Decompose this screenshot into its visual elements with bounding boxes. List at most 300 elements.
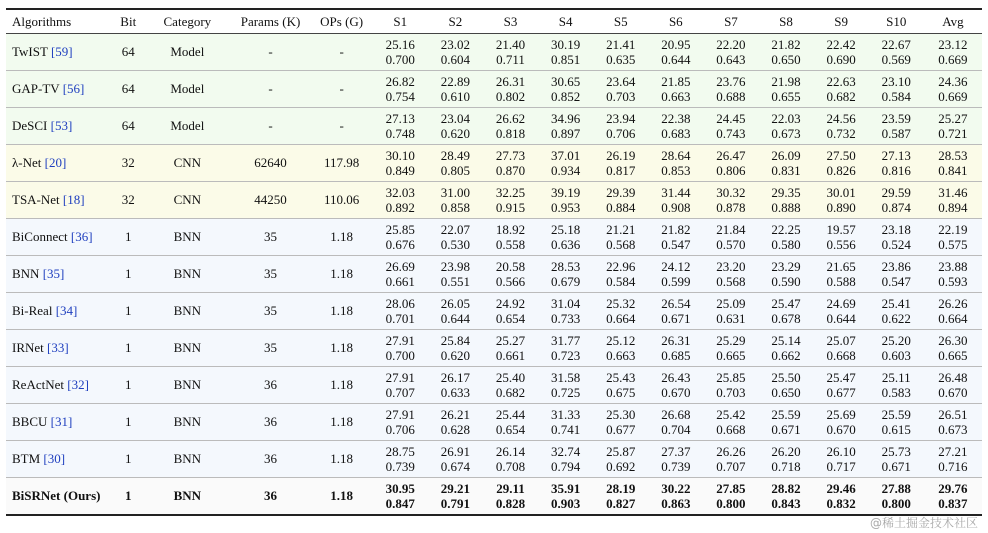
psnr-value: 31.58 [550,370,581,385]
header-cell: Algorithms [6,9,112,34]
algorithm-cell [6,219,112,256]
ssim-value: 0.716 [938,459,968,474]
category-cell: Model [144,71,230,108]
algorithm-name: BiConnect [12,229,68,244]
ssim-value: 0.644 [661,52,691,67]
psnr-value: 26.62 [495,111,526,126]
ssim-value: 0.707 [385,385,415,400]
algorithm-cell [6,478,112,516]
psnr-value: 31.77 [550,333,581,348]
bit-cell: 1 [112,478,144,516]
params-cell: - [230,71,310,108]
scene-cell [538,293,593,330]
psnr-value: 25.29 [716,333,746,348]
scene-cell [483,145,538,182]
ssim-value: 0.802 [495,89,526,104]
bit-cell: 64 [112,108,144,145]
psnr-value: 24.36 [938,74,968,89]
scene-cell [593,71,648,108]
bit-cell: 32 [112,182,144,219]
scene-cell [758,441,813,478]
scene-cell [483,108,538,145]
scene-cell [814,219,869,256]
psnr-value: 25.42 [716,407,746,422]
ssim-value: 0.587 [881,126,911,141]
psnr-value: 25.27 [495,333,526,348]
ssim-value: 0.851 [550,52,581,67]
avg-cell [924,71,982,108]
scene-cell [428,367,483,404]
ssim-value: 0.717 [826,459,856,474]
ssim-value: 0.663 [661,89,691,104]
ssim-value: 0.670 [826,422,856,437]
scene-cell [703,367,758,404]
table-row [6,145,982,182]
ssim-value: 0.934 [550,163,581,178]
ssim-value: 0.805 [440,163,470,178]
ssim-value: 0.884 [606,200,636,215]
bit-cell: 1 [112,441,144,478]
psnr-value: 22.25 [771,222,801,237]
ssim-value: 0.828 [495,496,526,511]
table-row [6,108,982,145]
scene-cell [869,145,924,182]
psnr-value: 29.76 [938,481,968,496]
scene-cell [428,404,483,441]
header-cell: S3 [483,9,538,34]
scene-cell [648,256,703,293]
ssim-value: 0.682 [826,89,856,104]
scene-cell [869,293,924,330]
ssim-value: 0.892 [385,200,415,215]
ssim-value: 0.706 [606,126,636,141]
psnr-value: 25.50 [771,370,801,385]
ssim-value: 0.569 [881,52,911,67]
scene-cell [814,404,869,441]
ssim-value: 0.673 [938,422,968,437]
params-cell: 35 [230,219,310,256]
scene-cell [758,256,813,293]
ssim-value: 0.733 [550,311,581,326]
psnr-value: 27.50 [826,148,856,163]
psnr-value: 39.19 [550,185,581,200]
psnr-value: 21.41 [606,37,636,52]
scene-cell [373,34,428,71]
psnr-value: 23.04 [440,111,470,126]
category-cell: BNN [144,256,230,293]
ssim-value: 0.580 [771,237,801,252]
ssim-value: 0.732 [826,126,856,141]
psnr-value: 23.88 [938,259,968,274]
psnr-value: 29.39 [606,185,636,200]
scene-cell [648,293,703,330]
citation-link[interactable]: [53] [50,118,73,133]
scene-cell [428,182,483,219]
ssim-value: 0.575 [938,237,968,252]
ssim-value: 0.847 [385,496,415,511]
psnr-value: 27.37 [661,444,691,459]
ssim-value: 0.654 [495,422,526,437]
scene-cell [373,108,428,145]
header-cell: S7 [703,9,758,34]
citation-link[interactable]: [34] [55,303,78,318]
header-cell: Bit [112,9,144,34]
scene-cell [703,404,758,441]
scene-cell [593,293,648,330]
scene-cell [593,404,648,441]
psnr-value: 30.01 [826,185,856,200]
psnr-value: 23.12 [938,37,968,52]
psnr-value: 23.29 [771,259,801,274]
ssim-value: 0.706 [385,422,415,437]
ssim-value: 0.655 [771,89,801,104]
table-row [6,367,982,404]
ssim-value: 0.858 [440,200,470,215]
psnr-value: 21.65 [826,259,856,274]
psnr-value: 22.67 [881,37,911,52]
psnr-value: 26.47 [716,148,746,163]
psnr-value: 23.20 [716,259,746,274]
ssim-value: 0.679 [550,274,581,289]
params-cell: 36 [230,441,310,478]
psnr-value: 32.74 [550,444,581,459]
algorithm-cell [6,34,112,71]
algorithm-cell [6,108,112,145]
citation-link[interactable]: [18] [62,192,85,207]
psnr-value: 26.82 [385,74,415,89]
scene-cell [758,330,813,367]
psnr-value: 21.40 [495,37,526,52]
ssim-value: 0.670 [938,385,968,400]
avg-cell [924,367,982,404]
algorithm-cell [6,182,112,219]
psnr-value: 21.82 [771,37,801,52]
psnr-value: 26.26 [938,296,968,311]
ssim-value: 0.677 [826,385,856,400]
psnr-value: 28.82 [771,481,801,496]
scene-cell [814,34,869,71]
scene-cell [814,293,869,330]
table-row [6,404,982,441]
header-cell: S1 [373,9,428,34]
ops-cell: 1.18 [311,293,373,330]
citation-link[interactable]: [33] [47,340,69,355]
ssim-value: 0.700 [385,52,415,67]
algorithm-name: TSA-Net [12,192,60,207]
scene-cell [648,330,703,367]
psnr-value: 25.84 [440,333,470,348]
algorithm-cell [6,367,112,404]
ssim-value: 0.915 [495,200,526,215]
scene-cell [373,478,428,516]
psnr-value: 26.10 [826,444,856,459]
psnr-value: 26.91 [440,444,470,459]
psnr-value: 25.43 [606,370,636,385]
psnr-value: 25.32 [606,296,636,311]
psnr-value: 26.51 [938,407,968,422]
scene-cell [869,367,924,404]
avg-cell [924,478,982,516]
psnr-value: 27.91 [385,407,415,422]
scene-cell [538,478,593,516]
psnr-value: 26.31 [661,333,691,348]
avg-cell [924,108,982,145]
psnr-value: 29.59 [881,185,911,200]
citation-link[interactable]: [56] [62,81,85,96]
scene-cell [538,108,593,145]
category-cell: BNN [144,441,230,478]
psnr-value: 26.48 [938,370,968,385]
ssim-value: 0.570 [716,237,746,252]
psnr-value: 25.27 [938,111,968,126]
scene-cell [814,256,869,293]
psnr-value: 23.86 [881,259,911,274]
psnr-value: 26.14 [495,444,526,459]
scene-cell [538,145,593,182]
scene-cell [814,145,869,182]
ssim-value: 0.837 [938,496,968,511]
scene-cell [593,108,648,145]
scene-cell [593,34,648,71]
ssim-value: 0.678 [771,311,801,326]
scene-cell [758,108,813,145]
scene-cell [483,256,538,293]
psnr-value: 27.88 [881,481,911,496]
scene-cell [373,71,428,108]
scene-cell [428,108,483,145]
citation-link[interactable]: [36] [70,229,93,244]
ssim-value: 0.704 [661,422,691,437]
ssim-value: 0.635 [606,52,636,67]
scene-cell [648,441,703,478]
citation-link[interactable]: [35] [42,266,65,281]
header-cell: S8 [758,9,813,34]
params-cell: 36 [230,478,310,516]
ops-cell: 117.98 [311,145,373,182]
psnr-value: 26.26 [716,444,746,459]
algorithm-name: GAP-TV [12,81,60,96]
ssim-value: 0.558 [495,237,526,252]
ssim-value: 0.599 [661,274,691,289]
psnr-value: 29.46 [826,481,856,496]
algorithm-name: DeSCI [12,118,48,133]
scene-cell [703,293,758,330]
psnr-value: 27.13 [385,111,415,126]
psnr-value: 27.85 [716,481,746,496]
scene-cell [428,441,483,478]
scene-cell [593,441,648,478]
ops-cell: 1.18 [311,478,373,516]
ssim-value: 0.671 [771,422,801,437]
header-cell: S2 [428,9,483,34]
table-row [6,219,982,256]
ssim-value: 0.739 [385,459,415,474]
scene-cell [703,256,758,293]
algorithm-cell [6,256,112,293]
category-cell: CNN [144,145,230,182]
ops-cell: 1.18 [311,404,373,441]
psnr-value: 24.69 [826,296,856,311]
scene-cell [814,71,869,108]
algorithm-cell [6,71,112,108]
scene-cell [703,441,758,478]
psnr-value: 26.19 [606,148,636,163]
psnr-value: 25.59 [771,407,801,422]
scene-cell [648,145,703,182]
ssim-value: 0.675 [606,385,636,400]
scene-cell [869,404,924,441]
scene-cell [483,404,538,441]
psnr-value: 28.53 [938,148,968,163]
psnr-value: 26.31 [495,74,526,89]
scene-cell [373,256,428,293]
scene-cell [758,478,813,516]
scene-cell [703,34,758,71]
scene-cell [538,34,593,71]
psnr-value: 25.16 [385,37,415,52]
ops-cell: 1.18 [311,256,373,293]
ssim-value: 0.650 [771,385,801,400]
scene-cell [373,219,428,256]
ops-cell: 1.18 [311,219,373,256]
scene-cell [758,145,813,182]
psnr-value: 21.98 [771,74,801,89]
avg-cell [924,182,982,219]
citation-link[interactable]: [30] [43,451,66,466]
psnr-value: 25.47 [771,296,801,311]
table-row [6,182,982,219]
ssim-value: 0.870 [495,163,526,178]
psnr-value: 25.30 [606,407,636,422]
psnr-value: 27.13 [881,148,911,163]
results-table-container [6,8,982,516]
scene-cell [483,441,538,478]
citation-link[interactable]: [32] [67,377,89,392]
psnr-value: 31.33 [550,407,581,422]
scene-cell [483,182,538,219]
psnr-value: 26.68 [661,407,691,422]
scene-cell [758,71,813,108]
algorithm-name: ReActNet [12,377,64,392]
psnr-value: 28.75 [385,444,415,459]
psnr-value: 28.49 [440,148,470,163]
psnr-value: 25.14 [771,333,801,348]
psnr-value: 31.44 [661,185,691,200]
ssim-value: 0.677 [606,422,636,437]
results-table [6,8,982,516]
ssim-value: 0.668 [826,348,856,363]
ssim-value: 0.524 [881,237,911,252]
ssim-value: 0.721 [938,126,968,141]
watermark: @稀土掘金技术社区 [869,516,978,530]
ssim-value: 0.827 [606,496,636,511]
category-cell: Model [144,108,230,145]
scene-cell [703,108,758,145]
scene-cell [758,404,813,441]
psnr-value: 23.18 [881,222,911,237]
psnr-value: 22.96 [606,259,636,274]
ssim-value: 0.673 [771,126,801,141]
scene-cell [703,145,758,182]
scene-cell [758,34,813,71]
psnr-value: 23.76 [716,74,746,89]
citation-link[interactable]: [20] [44,155,67,170]
params-cell: - [230,108,310,145]
psnr-value: 26.09 [771,148,801,163]
ssim-value: 0.711 [496,52,525,67]
scene-cell [373,182,428,219]
ssim-value: 0.644 [440,311,470,326]
scene-cell [648,219,703,256]
ssim-value: 0.806 [716,163,746,178]
psnr-value: 24.56 [826,111,856,126]
ssim-value: 0.583 [881,385,911,400]
ssim-value: 0.685 [661,348,691,363]
psnr-value: 30.65 [550,74,581,89]
table-row [6,441,982,478]
scene-cell [703,330,758,367]
ssim-value: 0.664 [606,311,636,326]
scene-cell [373,404,428,441]
scene-cell [483,478,538,516]
ssim-value: 0.743 [716,126,746,141]
category-cell: CNN [144,182,230,219]
psnr-value: 30.95 [385,481,415,496]
ssim-value: 0.754 [385,89,415,104]
ssim-value: 0.668 [716,422,746,437]
psnr-value: 25.41 [881,296,911,311]
ssim-value: 0.890 [826,200,856,215]
ssim-value: 0.664 [938,311,968,326]
scene-cell [538,182,593,219]
scene-cell [703,478,758,516]
bit-cell: 32 [112,145,144,182]
ssim-value: 0.816 [881,163,911,178]
ssim-value: 0.953 [550,200,581,215]
psnr-value: 28.19 [606,481,636,496]
ssim-value: 0.568 [716,274,746,289]
psnr-value: 19.57 [826,222,856,237]
psnr-value: 30.19 [550,37,581,52]
ssim-value: 0.863 [661,496,691,511]
ssim-value: 0.692 [606,459,636,474]
psnr-value: 30.32 [716,185,746,200]
psnr-value: 21.85 [661,74,691,89]
scene-cell [538,330,593,367]
psnr-value: 29.35 [771,185,801,200]
header-cell: S9 [814,9,869,34]
citation-link[interactable]: [31] [50,414,73,429]
scene-cell [373,145,428,182]
bit-cell: 1 [112,219,144,256]
citation-link[interactable]: [59] [50,44,73,59]
ssim-value: 0.590 [771,274,801,289]
algorithm-cell [6,330,112,367]
ssim-value: 0.817 [606,163,636,178]
ssim-value: 0.633 [440,385,470,400]
ssim-value: 0.690 [826,52,856,67]
psnr-value: 31.46 [938,185,968,200]
psnr-value: 31.00 [440,185,470,200]
scene-cell [814,441,869,478]
ssim-value: 0.628 [440,422,470,437]
algorithm-name: BiSRNet (Ours) [12,488,101,503]
ssim-value: 0.683 [661,126,691,141]
scene-cell [758,367,813,404]
ssim-value: 0.643 [716,52,746,67]
category-cell: Model [144,34,230,71]
scene-cell [648,108,703,145]
